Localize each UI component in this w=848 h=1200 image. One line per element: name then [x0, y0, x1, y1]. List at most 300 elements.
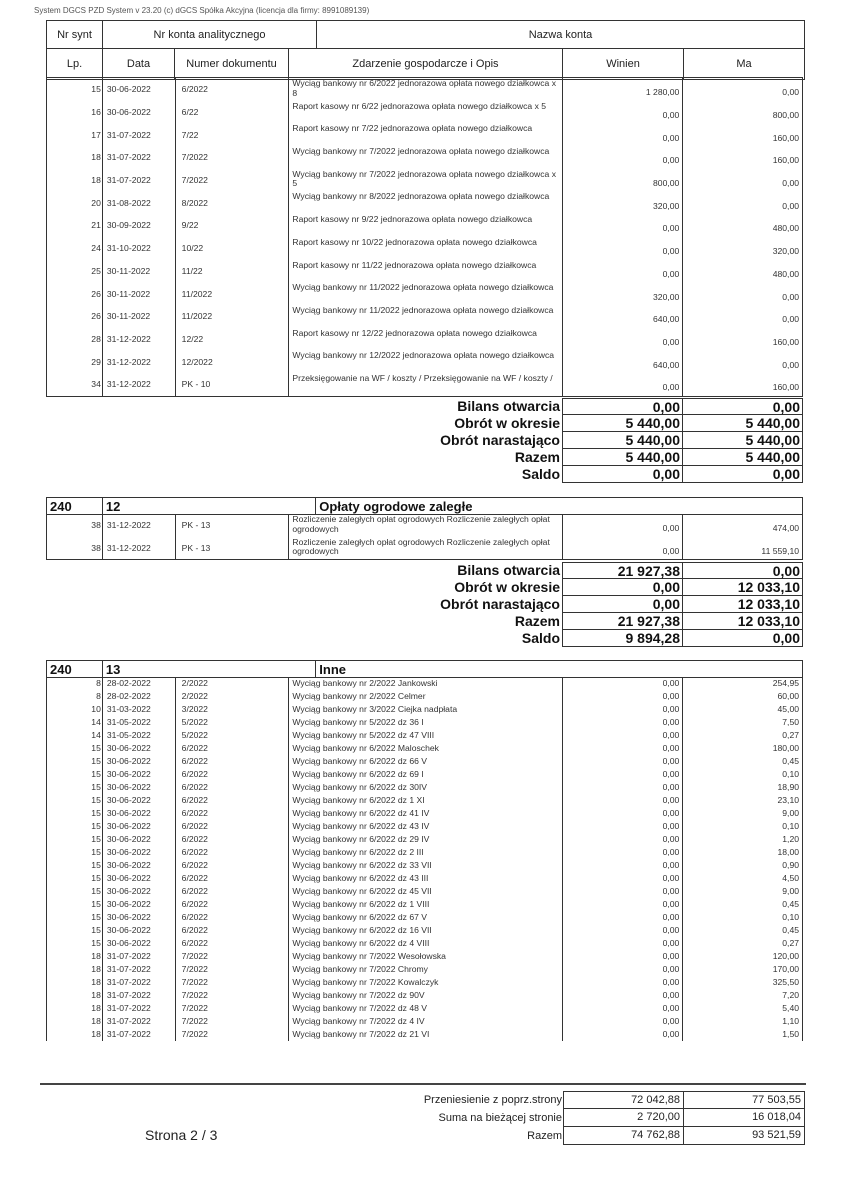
summary-label: Obrót narastająco: [440, 596, 560, 612]
row-winien: 0,00: [562, 373, 683, 396]
row-winien: 0,00: [562, 963, 683, 976]
table-row: [47, 237, 802, 260]
row-date: 31-03-2022: [106, 704, 151, 714]
table-row: [47, 950, 802, 963]
row-date: 31-12-2022: [106, 379, 151, 390]
table-row: [47, 989, 802, 1002]
account-name: Opłaty ogrodowe zaległe: [319, 499, 473, 514]
row-ma: 0,10: [682, 911, 802, 924]
row-ma: 0,00: [682, 169, 802, 192]
row-winien: 0,00: [562, 146, 683, 169]
summary-row: [380, 432, 803, 449]
row-description: Wyciąg bankowy nr 6/2022 dz 43 IV: [288, 820, 561, 833]
row-description: Wyciąg bankowy nr 6/2022 dz 45 VII: [288, 885, 561, 898]
row-date: 30-06-2022: [106, 834, 151, 844]
row-date: 31-12-2022: [106, 356, 151, 367]
table-row: [47, 305, 802, 328]
row-ma: 160,00: [682, 146, 802, 169]
row-description: Raport kasowy nr 7/22 jednorazowa opłata nowego działkowca: [288, 123, 561, 146]
row-description: Raport kasowy nr 6/22 jednorazowa opłata nowego działkowca x 5: [288, 101, 561, 124]
row-date: 31-12-2022: [106, 520, 151, 531]
page-total-ma: 16 018,04: [684, 1109, 805, 1127]
row-lp: 14: [47, 716, 103, 729]
row-ma: 0,00: [682, 350, 802, 373]
account-header-240-12: [46, 497, 803, 515]
row-ma: 18,90: [682, 781, 802, 794]
summary-row: [380, 579, 803, 596]
row-winien: 0,00: [562, 703, 683, 716]
row-description: Raport kasowy nr 11/22 jednorazowa opłata nowego działkowca: [288, 260, 561, 283]
row-date: 31-05-2022: [106, 717, 151, 727]
table-row: [47, 755, 802, 768]
table-row: [47, 214, 802, 237]
row-document-number: 6/2022: [175, 820, 289, 833]
table-row: [47, 1015, 802, 1028]
row-document-number: 5/2022: [175, 729, 289, 742]
table-row: [47, 846, 802, 859]
row-winien: 0,00: [562, 237, 683, 260]
row-lp: 15: [47, 833, 103, 846]
row-winien: 0,00: [562, 924, 683, 937]
table-row: [47, 191, 802, 214]
row-description: Raport kasowy nr 9/22 jednorazowa opłata nowego działkowca: [288, 214, 561, 237]
row-lp: 15: [47, 794, 103, 807]
row-winien: 0,00: [562, 898, 683, 911]
row-description: Wyciąg bankowy nr 7/2022 dz 21 VI: [288, 1028, 561, 1041]
page-total-ma: 77 503,55: [684, 1091, 805, 1109]
table-row: [47, 514, 802, 537]
row-lp: 25: [47, 260, 103, 283]
row-lp: 38: [47, 514, 103, 537]
summary-ma: 0,00: [683, 398, 803, 415]
row-winien: 0,00: [562, 716, 683, 729]
row-lp: 8: [47, 690, 103, 703]
row-document-number: 6/2022: [175, 781, 289, 794]
row-ma: 254,95: [682, 677, 802, 690]
summary-winien: 0,00: [562, 466, 683, 483]
row-document-number: 7/22: [175, 123, 289, 146]
header-winien: Winien: [563, 49, 684, 79]
row-date: 31-07-2022: [106, 964, 151, 974]
row-ma: 5,40: [682, 1002, 802, 1015]
row-lp: 15: [47, 781, 103, 794]
row-description: Wyciąg bankowy nr 6/2022 dz 1 XI: [288, 794, 561, 807]
row-winien: 0,00: [562, 911, 683, 924]
summary-winien: 0,00: [562, 579, 683, 596]
row-lp: 15: [47, 859, 103, 872]
row-lp: 16: [47, 101, 103, 124]
row-lp: 18: [47, 1028, 103, 1041]
row-description: Wyciąg bankowy nr 12/2022 jednorazowa opłata nowego działkowca: [288, 350, 561, 373]
row-date: 30-06-2022: [106, 899, 151, 909]
summary-winien: 5 440,00: [562, 432, 683, 449]
table-row: [47, 742, 802, 755]
row-ma: 474,00: [682, 514, 802, 537]
row-date: 30-11-2022: [106, 265, 151, 276]
summary-winien: 5 440,00: [562, 415, 683, 432]
page-number: Strona 2 / 3: [145, 1127, 218, 1143]
row-lp: 28: [47, 328, 103, 351]
table-row: [47, 807, 802, 820]
row-date: 30-06-2022: [106, 925, 151, 935]
table-row: [47, 373, 802, 396]
summary-label: Bilans otwarcia: [457, 562, 560, 578]
row-ma: 0,00: [682, 282, 802, 305]
row-date: 31-10-2022: [106, 243, 151, 254]
row-lp: 15: [47, 924, 103, 937]
row-document-number: 6/2022: [175, 807, 289, 820]
row-document-number: 6/2022: [175, 794, 289, 807]
page-total-winien: 2 720,00: [563, 1109, 684, 1127]
row-ma: 0,10: [682, 768, 802, 781]
table-row: [47, 169, 802, 192]
table-row: [47, 963, 802, 976]
table-row: [47, 794, 802, 807]
header-nr-konta: Nr konta analitycznego: [103, 21, 317, 48]
row-ma: 320,00: [682, 237, 802, 260]
row-document-number: 7/2022: [175, 1002, 289, 1015]
row-date: 30-06-2022: [106, 743, 151, 753]
table-row: [47, 924, 802, 937]
row-ma: 1,10: [682, 1015, 802, 1028]
summary-ma: 12 033,10: [683, 596, 803, 613]
row-lp: 15: [47, 768, 103, 781]
row-document-number: 3/2022: [175, 703, 289, 716]
table-row: [47, 1002, 802, 1015]
row-winien: 640,00: [562, 305, 683, 328]
summary-label: Razem: [514, 449, 560, 465]
table-row: [47, 260, 802, 283]
row-winien: 0,00: [562, 755, 683, 768]
row-date: 31-07-2022: [106, 1029, 151, 1039]
row-lp: 15: [47, 846, 103, 859]
account-synt: 240: [47, 498, 103, 514]
row-description: Wyciąg bankowy nr 2/2022 Jankowski: [288, 677, 561, 690]
row-winien: 800,00: [562, 169, 683, 192]
row-document-number: 7/2022: [175, 1015, 289, 1028]
row-winien: 0,00: [562, 976, 683, 989]
row-date: 31-07-2022: [106, 1003, 151, 1013]
row-winien: 1 280,00: [562, 78, 683, 101]
row-date: 30-06-2022: [106, 912, 151, 922]
row-winien: 0,00: [562, 1015, 683, 1028]
row-ma: 800,00: [682, 101, 802, 124]
row-ma: 170,00: [682, 963, 802, 976]
row-winien: 0,00: [562, 950, 683, 963]
row-date: 30-09-2022: [106, 220, 151, 231]
row-winien: 0,00: [562, 101, 683, 124]
row-description: Wyciąg bankowy nr 6/2022 dz 2 III: [288, 846, 561, 859]
row-lp: 15: [47, 742, 103, 755]
table-row: [47, 911, 802, 924]
row-date: 30-06-2022: [106, 821, 151, 831]
row-ma: 160,00: [682, 373, 802, 396]
summary-winien: 0,00: [562, 398, 683, 415]
row-ma: 0,00: [682, 305, 802, 328]
row-lp: 18: [47, 1002, 103, 1015]
header-nazwa-konta: Nazwa konta: [528, 28, 593, 41]
row-document-number: 11/2022: [175, 282, 289, 305]
row-description: Wyciąg bankowy nr 6/2022 dz 4 VIII: [288, 937, 561, 950]
row-winien: 0,00: [562, 729, 683, 742]
table-row: [47, 690, 802, 703]
system-license-line: System DGCS PZD System v 23.20 (c) dGCS Spółka Akcyjna (licencja dla firmy: 8991089139): [34, 6, 370, 15]
row-description: Wyciąg bankowy nr 6/2022 dz 41 IV: [288, 807, 561, 820]
row-lp: 34: [47, 373, 103, 396]
row-document-number: 6/2022: [175, 911, 289, 924]
row-winien: 0,00: [562, 123, 683, 146]
row-description: Wyciąg bankowy nr 6/2022 dz 1 VIII: [288, 898, 561, 911]
ledger-block-2: [46, 514, 803, 560]
row-document-number: 7/2022: [175, 963, 289, 976]
row-description: Wyciąg bankowy nr 7/2022 dz 90V: [288, 989, 561, 1002]
row-description: Rozliczenie zaległych opłat ogrodowych Rozliczenie zaległych opłat ogrodowych: [288, 537, 561, 560]
summary-ma: 0,00: [683, 562, 803, 579]
summary-ma: 5 440,00: [683, 449, 803, 466]
table-row: [47, 716, 802, 729]
header-row-columns: [47, 49, 804, 79]
row-ma: 480,00: [682, 260, 802, 283]
page-totals: [380, 1091, 805, 1145]
header-row-account: [47, 21, 804, 49]
row-document-number: 12/2022: [175, 350, 289, 373]
summary-label: Obrót narastająco: [440, 432, 560, 448]
row-document-number: 11/22: [175, 260, 289, 283]
row-lp: 15: [47, 872, 103, 885]
row-document-number: 6/2022: [175, 78, 289, 101]
summary-row: [380, 466, 803, 483]
row-lp: 29: [47, 350, 103, 373]
row-lp: 15: [47, 911, 103, 924]
row-date: 30-06-2022: [106, 107, 151, 118]
account-name: Inne: [319, 662, 347, 677]
row-document-number: 6/2022: [175, 872, 289, 885]
summary-block-2: [380, 562, 803, 647]
row-date: 30-11-2022: [106, 311, 151, 322]
row-description: Wyciąg bankowy nr 6/2022 jednorazowa opłata nowego działkowca x 8: [288, 78, 561, 101]
row-ma: 1,20: [682, 833, 802, 846]
row-winien: 0,00: [562, 514, 683, 537]
row-date: 31-07-2022: [106, 129, 151, 140]
page-total-label: Razem: [527, 1130, 562, 1142]
row-winien: 0,00: [562, 214, 683, 237]
row-winien: 0,00: [562, 937, 683, 950]
row-lp: 26: [47, 305, 103, 328]
row-lp: 26: [47, 282, 103, 305]
table-row: [47, 146, 802, 169]
summary-ma: 12 033,10: [683, 579, 803, 596]
row-ma: 120,00: [682, 950, 802, 963]
table-row: [47, 976, 802, 989]
row-lp: 38: [47, 537, 103, 560]
row-date: 31-05-2022: [106, 730, 151, 740]
summary-ma: 0,00: [683, 466, 803, 483]
summary-row: [380, 415, 803, 432]
row-winien: 0,00: [562, 690, 683, 703]
row-lp: 18: [47, 950, 103, 963]
row-date: 30-06-2022: [106, 847, 151, 857]
row-lp: 10: [47, 703, 103, 716]
row-winien: 320,00: [562, 282, 683, 305]
table-row: [47, 820, 802, 833]
table-row: [47, 729, 802, 742]
row-ma: 60,00: [682, 690, 802, 703]
row-ma: 45,00: [682, 703, 802, 716]
row-date: 30-11-2022: [106, 288, 151, 299]
row-ma: 0,27: [682, 937, 802, 950]
summary-ma: 5 440,00: [683, 415, 803, 432]
row-ma: 9,00: [682, 885, 802, 898]
row-description: Wyciąg bankowy nr 7/2022 Wesołowska: [288, 950, 561, 963]
header-data: Data: [103, 49, 175, 79]
table-row: [47, 859, 802, 872]
row-winien: 640,00: [562, 350, 683, 373]
ledger-block-3: [46, 677, 803, 1041]
row-ma: 7,50: [682, 716, 802, 729]
row-description: Wyciąg bankowy nr 6/2022 dz 67 V: [288, 911, 561, 924]
row-date: 31-07-2022: [106, 990, 151, 1000]
row-document-number: 6/2022: [175, 755, 289, 768]
summary-label: Saldo: [521, 630, 560, 646]
row-date: 28-02-2022: [106, 678, 151, 688]
row-ma: 0,00: [682, 191, 802, 214]
summary-ma: 12 033,10: [683, 613, 803, 630]
row-document-number: 5/2022: [175, 716, 289, 729]
table-row: [47, 872, 802, 885]
row-date: 28-02-2022: [106, 691, 151, 701]
row-description: Wyciąg bankowy nr 6/2022 dz 16 VII: [288, 924, 561, 937]
row-ma: 0,45: [682, 898, 802, 911]
row-description: Wyciąg bankowy nr 7/2022 jednorazowa opłata nowego działkowca: [288, 146, 561, 169]
header-opis: Zdarzenie gospodarcze i Opis: [289, 49, 563, 79]
row-lp: 15: [47, 937, 103, 950]
row-ma: 325,50: [682, 976, 802, 989]
row-date: 30-06-2022: [106, 938, 151, 948]
row-ma: 0,90: [682, 859, 802, 872]
row-winien: 0,00: [562, 1002, 683, 1015]
row-document-number: 7/2022: [175, 950, 289, 963]
row-date: 31-07-2022: [106, 951, 151, 961]
row-lp: 18: [47, 146, 103, 169]
table-row: [47, 101, 802, 124]
row-document-number: 7/2022: [175, 989, 289, 1002]
table-row: [47, 898, 802, 911]
row-description: Wyciąg bankowy nr 7/2022 jednorazowa opłata nowego działkowca x 5: [288, 169, 561, 192]
summary-row: [380, 630, 803, 647]
row-ma: 480,00: [682, 214, 802, 237]
row-document-number: 6/22: [175, 101, 289, 124]
row-ma: 0,27: [682, 729, 802, 742]
row-date: 31-07-2022: [106, 1016, 151, 1026]
row-ma: 0,45: [682, 924, 802, 937]
row-document-number: 7/2022: [175, 976, 289, 989]
table-row: [47, 781, 802, 794]
row-description: Wyciąg bankowy nr 11/2022 jednorazowa opłata nowego działkowca: [288, 305, 561, 328]
summary-row: [380, 596, 803, 613]
row-description: Wyciąg bankowy nr 11/2022 jednorazowa opłata nowego działkowca: [288, 282, 561, 305]
page-total-row: [380, 1091, 805, 1109]
summary-label: Obrót w okresie: [454, 415, 560, 431]
account-analityczne: 12: [103, 498, 316, 514]
summary-row: [380, 398, 803, 415]
table-row: [47, 78, 802, 101]
row-document-number: 6/2022: [175, 898, 289, 911]
page-total-divider: [40, 1083, 806, 1085]
row-description: Wyciąg bankowy nr 5/2022 dz 47 VIII: [288, 729, 561, 742]
summary-label: Obrót w okresie: [454, 579, 560, 595]
row-description: Wyciąg bankowy nr 6/2022 dz 66 V: [288, 755, 561, 768]
row-document-number: 11/2022: [175, 305, 289, 328]
summary-row: [380, 449, 803, 466]
row-lp: 15: [47, 820, 103, 833]
row-winien: 0,00: [562, 677, 683, 690]
row-lp: 20: [47, 191, 103, 214]
row-document-number: 7/2022: [175, 146, 289, 169]
row-lp: 15: [47, 755, 103, 768]
row-document-number: 6/2022: [175, 859, 289, 872]
row-lp: 18: [47, 989, 103, 1002]
row-ma: 1,50: [682, 1028, 802, 1041]
row-document-number: 6/2022: [175, 833, 289, 846]
row-winien: 0,00: [562, 989, 683, 1002]
page-total-label: Suma na bieżącej stronie: [438, 1112, 562, 1124]
row-winien: 0,00: [562, 794, 683, 807]
row-date: 31-07-2022: [106, 977, 151, 987]
row-document-number: 6/2022: [175, 885, 289, 898]
row-description: Wyciąg bankowy nr 6/2022 dz 43 III: [288, 872, 561, 885]
row-ma: 23,10: [682, 794, 802, 807]
summary-winien: 21 927,38: [562, 613, 683, 630]
row-ma: 160,00: [682, 328, 802, 351]
row-document-number: 6/2022: [175, 924, 289, 937]
ledger-block-1: [46, 77, 803, 397]
row-lp: 15: [47, 78, 103, 101]
row-document-number: 6/2022: [175, 742, 289, 755]
row-description: Wyciąg bankowy nr 7/2022 dz 48 V: [288, 1002, 561, 1015]
row-date: 30-06-2022: [106, 886, 151, 896]
row-date: 30-06-2022: [106, 860, 151, 870]
summary-winien: 21 927,38: [562, 562, 683, 579]
row-document-number: 6/2022: [175, 937, 289, 950]
summary-block-1: [380, 398, 803, 483]
row-description: Wyciąg bankowy nr 6/2022 dz 69 I: [288, 768, 561, 781]
row-ma: 0,45: [682, 755, 802, 768]
row-lp: 18: [47, 1015, 103, 1028]
table-row: [47, 703, 802, 716]
row-date: 30-06-2022: [106, 769, 151, 779]
page-total-winien: 74 762,88: [563, 1127, 684, 1145]
row-lp: 15: [47, 898, 103, 911]
row-lp: 18: [47, 963, 103, 976]
row-document-number: 8/2022: [175, 191, 289, 214]
header-lp: Lp.: [47, 49, 103, 79]
table-row: [47, 885, 802, 898]
row-description: Wyciąg bankowy nr 2/2022 Celmer: [288, 690, 561, 703]
row-document-number: 7/2022: [175, 169, 289, 192]
row-document-number: PK - 13: [175, 514, 289, 537]
row-lp: 15: [47, 807, 103, 820]
row-document-number: 12/22: [175, 328, 289, 351]
page-total-ma: 93 521,59: [684, 1127, 805, 1145]
row-document-number: 2/2022: [175, 677, 289, 690]
row-document-number: 6/2022: [175, 846, 289, 859]
table-row: [47, 537, 802, 560]
summary-ma: 5 440,00: [683, 432, 803, 449]
row-winien: 0,00: [562, 820, 683, 833]
row-document-number: 9/22: [175, 214, 289, 237]
row-description: Wyciąg bankowy nr 6/2022 Maloschek: [288, 742, 561, 755]
row-winien: 0,00: [562, 872, 683, 885]
